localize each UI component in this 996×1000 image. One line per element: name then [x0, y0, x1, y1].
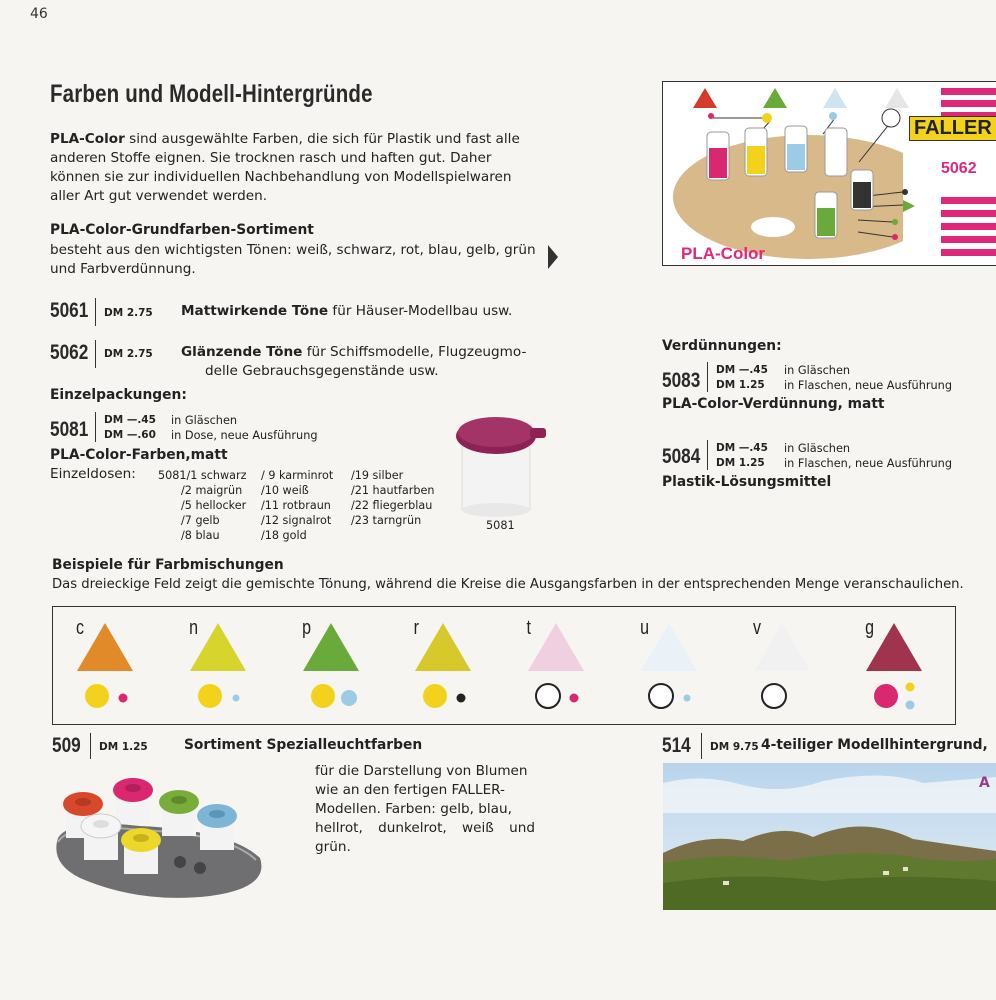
desc-line: Modellen. Farben: gelb, blau,	[315, 801, 512, 817]
divider	[90, 733, 91, 759]
product-title: Glänzende Töne	[181, 344, 303, 360]
mix-graphic	[730, 607, 843, 724]
color-item: /18 gold	[261, 529, 307, 542]
product-desc-5061	[181, 302, 512, 321]
mix-example-c	[53, 607, 166, 724]
arrow-right-icon	[548, 245, 558, 269]
mix-base-circle	[649, 684, 673, 708]
landscape-illustration	[663, 763, 996, 910]
mixing-text: Das dreieckige Feld zeigt die gemischte Tönung, während die Kreise die Ausgangsfarben in der entsprechenden Menge veranschaulichen.	[52, 577, 964, 592]
color-item: /11 rotbraun	[261, 499, 331, 512]
price-514: DM 9.75	[710, 741, 759, 753]
paint-pots-illustration	[50, 778, 272, 910]
product-desc-5062-line2: delle Gebrauchsgegenstände usw.	[205, 363, 439, 379]
price-5081-glas: DM —.45	[104, 414, 156, 426]
color-list-col1-rest	[181, 483, 246, 543]
mix-letter: c	[76, 617, 84, 639]
divider	[707, 362, 708, 392]
color-item: /23 tarngrün	[351, 514, 422, 527]
product-number-514: 514	[662, 734, 691, 757]
desc-line: für die Darstellung von Blumen	[315, 763, 528, 779]
mix-triangle	[641, 623, 697, 671]
mixing-examples-box	[52, 606, 956, 725]
mix-base-circle	[874, 684, 898, 708]
mix-added-circle	[683, 695, 690, 702]
landscape-background-image	[663, 763, 996, 910]
product-desc: für Häuser-Modellbau usw.	[328, 303, 513, 319]
product-number-5081: 5081	[50, 418, 89, 441]
product-number-5061: 5061	[50, 299, 89, 322]
pla-color-box-image	[662, 81, 996, 266]
divider	[707, 440, 708, 470]
color-item: /2 maigrün	[181, 484, 243, 497]
mix-triangle	[528, 623, 584, 671]
product-title: Mattwirkende Töne	[181, 303, 329, 319]
note-5083-flasche: in Flaschen, neue Ausführung	[784, 379, 953, 392]
mix-example-g	[842, 607, 955, 724]
grundfarben-heading: PLA-Color-Grundfarben-Sortiment	[50, 222, 314, 238]
mix-letter: u	[639, 617, 649, 639]
box-number: 5062	[941, 160, 977, 177]
mix-example-u	[617, 607, 730, 724]
mix-triangle	[754, 623, 810, 671]
mix-letter: v	[752, 617, 761, 639]
paint-pots-image	[50, 778, 272, 910]
divider	[95, 298, 96, 326]
mix-example-p	[279, 607, 392, 724]
note-5081-dose: in Dose, neue Ausführung	[171, 429, 318, 442]
mix-triangle	[303, 623, 359, 671]
product-number-5083: 5083	[662, 369, 701, 392]
mix-base-circle	[198, 684, 222, 708]
color-item: 5081/1 schwarz	[158, 469, 247, 482]
divider	[95, 412, 96, 442]
price-5081-dose: DM —.60	[104, 429, 156, 441]
mix-letter: p	[301, 617, 311, 639]
image-letter: A	[979, 775, 990, 791]
mix-triangle	[415, 623, 471, 671]
mix-triangle	[866, 623, 922, 671]
color-item: / 9 karminrot	[261, 469, 334, 482]
mix-base-circle	[85, 684, 109, 708]
note-5084-glas: in Gläschen	[784, 442, 851, 455]
mix-graphic	[391, 607, 504, 724]
mix-letter: n	[188, 617, 198, 639]
mix-added-circle	[457, 694, 466, 703]
mix-added-circle	[906, 701, 915, 710]
note-5081-glas: in Gläschen	[171, 414, 238, 427]
color-item: /21 hautfarben	[351, 484, 435, 497]
desc-509	[315, 762, 535, 857]
product-number-5062: 5062	[50, 341, 89, 364]
note-5084-flasche: in Flaschen, neue Ausführung	[784, 457, 953, 470]
title-5084: Plastik-Lösungsmittel	[662, 474, 832, 490]
title-5083: PLA-Color-Verdünnung, matt	[662, 396, 885, 412]
mix-graphic	[617, 607, 730, 724]
grundfarben-text: besteht aus den wichtigsten Tönen: weiß, schwarz, rot, blau, gelb, grün und Farbverdünnung.	[50, 242, 536, 277]
intro-text: sind ausgewählte Farben, die sich für Plastik und fast alle anderen Stoffe eignen. Sie trocknen rasch und haften gut. Daher können sie zur individuellen Nachbehandlung von Modellspielwaren aller Art gut verwendet werden.	[50, 131, 520, 204]
mix-example-v	[730, 607, 843, 724]
price-5084-flasche: DM 1.25	[716, 457, 765, 469]
pla-color-label: PLA-Color	[681, 244, 766, 263]
color-item: /12 signalrot	[261, 514, 332, 527]
product-number-5084: 5084	[662, 445, 701, 468]
einzel-heading: Einzelpackungen:	[50, 387, 187, 403]
faller-logo: FALLER	[909, 116, 996, 141]
price-5084-glas: DM —.45	[716, 442, 768, 454]
product-desc-5062	[181, 343, 526, 362]
mix-example-r	[391, 607, 504, 724]
intro-brand: PLA-Color	[50, 131, 125, 147]
mix-base-circle	[311, 684, 335, 708]
mix-added-circle	[341, 690, 357, 706]
price-5083-glas: DM —.45	[716, 364, 768, 376]
divider	[701, 733, 702, 759]
price-509: DM 1.25	[99, 741, 148, 753]
mixing-heading: Beispiele für Farbmischungen	[52, 557, 284, 573]
mix-added-circle	[570, 694, 579, 703]
page-number: 46	[30, 6, 48, 22]
color-item: /10 weiß	[261, 484, 309, 497]
intro-paragraph	[50, 130, 535, 206]
color-list-col2	[261, 468, 333, 543]
mix-example-n	[166, 607, 279, 724]
mix-graphic	[166, 607, 279, 724]
price-5083-flasche: DM 1.25	[716, 379, 765, 391]
mix-triangle	[77, 623, 133, 671]
paint-tin-image	[452, 410, 548, 520]
product-desc: für Schiffsmodelle, Flugzeugmo-	[302, 344, 527, 360]
desc-line: hellrot, dunkelrot, weiß und grün.	[315, 820, 535, 855]
mix-letter: r	[413, 617, 420, 639]
page-title: Farben und Modell-Hintergründe	[50, 80, 373, 108]
mix-base-circle	[762, 684, 786, 708]
mix-graphic	[842, 607, 955, 724]
paint-tin-illustration	[452, 410, 548, 520]
mix-graphic	[53, 607, 166, 724]
mix-letter: t	[526, 617, 532, 639]
mix-graphic	[279, 607, 392, 724]
divider	[95, 340, 96, 368]
mix-base-circle	[536, 684, 560, 708]
mix-triangle	[190, 623, 246, 671]
mix-graphic	[504, 607, 617, 724]
color-item: /8 blau	[181, 529, 220, 542]
product-number-509: 509	[52, 734, 81, 757]
mix-added-circle	[232, 695, 239, 702]
color-item: /22 fliegerblau	[351, 499, 433, 512]
product-price-5061: DM 2.75	[104, 307, 153, 319]
mix-added-circle	[906, 683, 915, 692]
mix-letter: g	[865, 617, 875, 639]
desc-line: wie an den fertigen FALLER-	[315, 782, 505, 798]
einzel-sub-heading: PLA-Color-Farben,matt	[50, 447, 228, 463]
title-509: Sortiment Spezialleuchtfarben	[184, 737, 423, 753]
color-item: /19 silber	[351, 469, 404, 482]
mix-added-circle	[119, 694, 128, 703]
note-5083-glas: in Gläschen	[784, 364, 851, 377]
verduennungen-heading: Verdünnungen:	[662, 338, 782, 354]
paint-tin-caption: 5081	[486, 519, 515, 532]
color-item: /5 hellocker	[181, 499, 247, 512]
color-list-col3	[351, 468, 434, 528]
product-price-5062: DM 2.75	[104, 348, 153, 360]
mix-example-t	[504, 607, 617, 724]
einzeldosen-label: Einzeldosen:	[50, 466, 136, 482]
mix-base-circle	[423, 684, 447, 708]
color-item: /7 gelb	[181, 514, 220, 527]
color-list-col1	[158, 468, 246, 483]
title-514: 4-teiliger Modellhintergrund,	[761, 737, 988, 753]
